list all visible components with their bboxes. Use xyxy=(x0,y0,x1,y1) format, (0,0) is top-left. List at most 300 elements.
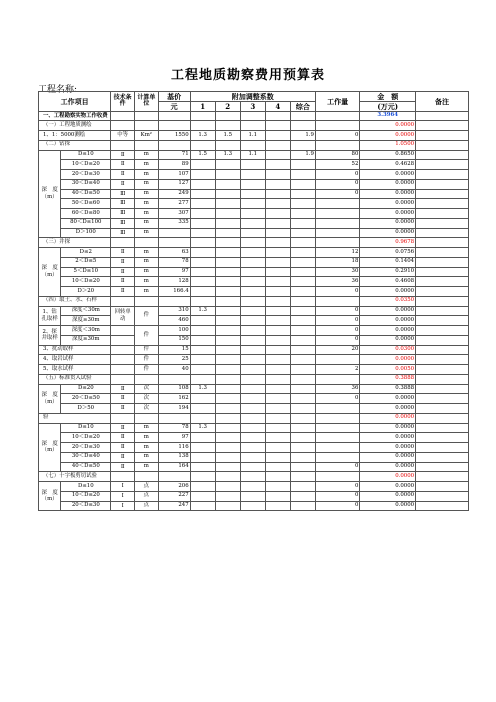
header-amount: 金 额 xyxy=(360,92,416,102)
row-item: 4、取岩试样 xyxy=(39,355,111,365)
header-workload: 工作量 xyxy=(315,92,360,112)
row-coef-3 xyxy=(240,111,265,121)
row-base-price: 128 xyxy=(158,277,190,287)
row-base-price: 25 xyxy=(158,355,190,365)
row-unit: m xyxy=(135,179,159,189)
row-tech xyxy=(111,111,135,121)
row-coef-2 xyxy=(215,365,240,375)
row-unit: m xyxy=(135,277,159,287)
row-subitem: D≤10 xyxy=(61,423,111,433)
row-coef-4 xyxy=(265,335,290,345)
row-coef-total xyxy=(290,111,315,121)
row-coef-1 xyxy=(190,404,215,414)
row-subitem: 10＜D≤20 xyxy=(61,277,111,287)
row-coef-total xyxy=(290,443,315,453)
row-coef-1 xyxy=(190,345,215,355)
row-remark xyxy=(416,287,469,297)
row-subitem: 30＜D≤40 xyxy=(61,452,111,462)
row-coef-4 xyxy=(265,306,290,316)
row-coef-total xyxy=(290,277,315,287)
row-coef-2 xyxy=(215,423,240,433)
row-coef-total xyxy=(290,374,315,384)
row-tech: 中等 xyxy=(111,131,135,141)
row-base-price: 206 xyxy=(158,482,190,492)
row-coef-4 xyxy=(265,433,290,443)
row-coef-3 xyxy=(240,433,265,443)
row-unit: m xyxy=(135,228,159,238)
row-unit: m xyxy=(135,452,159,462)
row-subitem: 40＜D≤50 xyxy=(61,189,111,199)
row-workload: 0 xyxy=(315,179,360,189)
row-amount: 0.4608 xyxy=(360,277,416,287)
row-remark xyxy=(416,218,469,228)
row-coef-2 xyxy=(215,267,240,277)
row-coef-3 xyxy=(240,209,265,219)
row-coef-4 xyxy=(265,316,290,326)
row-coef-1 xyxy=(190,218,215,228)
row-workload: 0 xyxy=(315,491,360,501)
row-coef-4 xyxy=(265,121,290,131)
row-coef-2 xyxy=(215,384,240,394)
row-coef-4 xyxy=(265,287,290,297)
row-item: （二）钻探 xyxy=(39,140,111,150)
row-coef-3 xyxy=(240,374,265,384)
table-row xyxy=(39,433,469,443)
row-base-price: 78 xyxy=(158,257,190,267)
row-coef-4 xyxy=(265,111,290,121)
row-coef-4 xyxy=(265,140,290,150)
row-amount: 0.0000 xyxy=(360,491,416,501)
row-coef-1 xyxy=(190,501,215,511)
row-remark xyxy=(416,413,469,423)
row-coef-total xyxy=(290,140,315,150)
row-coef-1 xyxy=(190,209,215,219)
row-coef-2 xyxy=(215,179,240,189)
row-coef-3 xyxy=(240,257,265,267)
table-row xyxy=(39,335,469,345)
row-base-price: 107 xyxy=(158,170,190,180)
row-coef-3 xyxy=(240,404,265,414)
row-coef-1 xyxy=(190,238,215,248)
row-coef-total xyxy=(290,326,315,336)
row-amount: 0.0000 xyxy=(360,482,416,492)
header-remark: 备注 xyxy=(416,92,469,112)
row-unit: 次 xyxy=(135,394,159,404)
row-base-price xyxy=(158,228,190,238)
table-row xyxy=(39,413,469,423)
row-coef-total xyxy=(290,179,315,189)
table-row xyxy=(39,491,469,501)
header-coef-3: 3 xyxy=(240,101,265,111)
row-workload: 12 xyxy=(315,248,360,258)
row-coef-1: 1.3 xyxy=(190,423,215,433)
row-coef-4 xyxy=(265,199,290,209)
row-amount: 0.0000 xyxy=(360,413,416,423)
row-unit: 件 xyxy=(135,355,159,365)
row-base-price: 97 xyxy=(158,267,190,277)
table-row xyxy=(39,287,469,297)
row-coef-4 xyxy=(265,452,290,462)
header-amount-unit: (万元) xyxy=(360,101,416,111)
row-remark xyxy=(416,452,469,462)
row-base-price: 71 xyxy=(158,150,190,160)
table-row xyxy=(39,209,469,219)
row-workload xyxy=(315,296,360,306)
row-unit: m xyxy=(135,257,159,267)
header-unit: 计算单位 xyxy=(135,92,159,112)
row-tech: Ⅲ xyxy=(111,189,135,199)
row-coef-3 xyxy=(240,267,265,277)
row-coef-total xyxy=(290,199,315,209)
table-row xyxy=(39,189,469,199)
row-coef-1 xyxy=(190,189,215,199)
row-coef-3 xyxy=(240,121,265,131)
row-tech xyxy=(111,355,135,365)
row-base-price: 166.4 xyxy=(158,287,190,297)
row-tech: Ⅱ xyxy=(111,277,135,287)
row-amount: 0.0000 xyxy=(360,306,416,316)
row-coef-3 xyxy=(240,189,265,199)
table-row xyxy=(39,306,469,316)
row-base-price: 78 xyxy=(158,423,190,433)
row-workload: 18 xyxy=(315,257,360,267)
row-workload: 52 xyxy=(315,160,360,170)
row-unit xyxy=(135,121,159,131)
row-amount: 0.0000 xyxy=(360,443,416,453)
table-row xyxy=(39,316,469,326)
row-base-price: 15 xyxy=(158,345,190,355)
row-amount: 0.0000 xyxy=(360,501,416,511)
row-remark xyxy=(416,179,469,189)
row-coef-1 xyxy=(190,140,215,150)
row-coef-total xyxy=(290,413,315,423)
row-remark xyxy=(416,228,469,238)
row-coef-total xyxy=(290,365,315,375)
row-coef-1 xyxy=(190,199,215,209)
row-coef-total xyxy=(290,218,315,228)
table-row xyxy=(39,443,469,453)
row-coef-4 xyxy=(265,326,290,336)
row-subitem: 10＜D≤20 xyxy=(61,160,111,170)
row-amount: 0.0000 xyxy=(360,170,416,180)
row-coef-3 xyxy=(240,238,265,248)
row-remark xyxy=(416,404,469,414)
row-base-price: 97 xyxy=(158,433,190,443)
row-coef-total: 1.9 xyxy=(290,150,315,160)
row-coef-total xyxy=(290,296,315,306)
row-amount: 0.8650 xyxy=(360,150,416,160)
header-coef-total: 综合 xyxy=(290,101,315,111)
row-unit: m xyxy=(135,462,159,472)
row-remark xyxy=(416,374,469,384)
row-unit: Km² xyxy=(135,131,159,141)
row-tech xyxy=(111,335,135,345)
row-amount: 0.3888 xyxy=(360,384,416,394)
row-tech: Ⅰ xyxy=(111,501,135,511)
row-coef-3 xyxy=(240,228,265,238)
row-tech: Ⅱ xyxy=(111,443,135,453)
row-base-price xyxy=(158,472,190,482)
row-coef-1 xyxy=(190,267,215,277)
row-coef-3 xyxy=(240,218,265,228)
row-coef-2 xyxy=(215,170,240,180)
row-coef-2 xyxy=(215,287,240,297)
row-coef-2 xyxy=(215,345,240,355)
row-coef-1 xyxy=(190,443,215,453)
row-coef-2 xyxy=(215,394,240,404)
row-amount: 0.0300 xyxy=(360,345,416,355)
table-row xyxy=(39,355,469,365)
row-amount: 0.0000 xyxy=(360,355,416,365)
row-coef-4 xyxy=(265,345,290,355)
row-unit: m xyxy=(135,170,159,180)
row-base-price: 127 xyxy=(158,179,190,189)
row-unit: 点 xyxy=(135,491,159,501)
row-base-price: 116 xyxy=(158,443,190,453)
row-amount: 0.0350 xyxy=(360,296,416,306)
row-subitem: D＞20 xyxy=(61,287,111,297)
table-row xyxy=(39,131,469,141)
row-coef-2 xyxy=(215,482,240,492)
table-row xyxy=(39,179,469,189)
row-amount: 0.0000 xyxy=(360,423,416,433)
row-coef-4 xyxy=(265,160,290,170)
row-workload: 2 xyxy=(315,365,360,375)
row-workload: 0 xyxy=(315,462,360,472)
row-coef-1 xyxy=(190,452,215,462)
table-row xyxy=(39,345,469,355)
row-unit: 件 xyxy=(135,306,159,326)
row-base-price: 277 xyxy=(158,199,190,209)
row-amount: 0.0000 xyxy=(360,316,416,326)
row-subitem: 深度＜30m xyxy=(61,306,111,316)
row-coef-4 xyxy=(265,189,290,199)
row-coef-4 xyxy=(265,443,290,453)
table-row xyxy=(39,170,469,180)
row-item: （七）十字板剪切试验 xyxy=(39,472,111,482)
row-base-price: 164 xyxy=(158,462,190,472)
row-coef-1: 1.3 xyxy=(190,384,215,394)
row-coef-2 xyxy=(215,111,240,121)
row-base-price xyxy=(158,374,190,384)
table-row xyxy=(39,326,469,336)
row-subitem: 10＜D≤20 xyxy=(61,433,111,443)
row-coef-3 xyxy=(240,413,265,423)
row-remark xyxy=(416,267,469,277)
row-amount: 0.0000 xyxy=(360,404,416,414)
row-coef-4 xyxy=(265,218,290,228)
row-tech xyxy=(111,472,135,482)
header-coef: 附加调整系数 xyxy=(190,92,315,102)
row-item: （一）工程地质测绘 xyxy=(39,121,111,131)
row-base-price xyxy=(158,121,190,131)
table-row xyxy=(39,238,469,248)
table-row xyxy=(39,277,469,287)
row-unit: 点 xyxy=(135,482,159,492)
header-base-price: 基价 xyxy=(158,92,190,102)
row-coef-4 xyxy=(265,209,290,219)
row-coef-4 xyxy=(265,491,290,501)
header-item: 工作项目 xyxy=(39,92,111,112)
row-coef-2: 1.5 xyxy=(215,131,240,141)
row-remark xyxy=(416,111,469,121)
row-tech: Ⅱ xyxy=(111,433,135,443)
row-coef-3 xyxy=(240,501,265,511)
row-coef-1 xyxy=(190,257,215,267)
row-amount: 0.0756 xyxy=(360,248,416,258)
row-amount: 0.0000 xyxy=(360,326,416,336)
table-row xyxy=(39,482,469,492)
row-base-price: 63 xyxy=(158,248,190,258)
row-coef-2 xyxy=(215,433,240,443)
table-row xyxy=(39,384,469,394)
row-coef-4 xyxy=(265,394,290,404)
row-coef-2 xyxy=(215,374,240,384)
row-coef-4 xyxy=(265,404,290,414)
row-coef-2 xyxy=(215,248,240,258)
row-subitem: 80＜D≤100 xyxy=(61,218,111,228)
row-base-price: 460 xyxy=(158,316,190,326)
row-group: 深 度（m） xyxy=(39,384,61,413)
row-coef-3 xyxy=(240,170,265,180)
header-coef-2: 2 xyxy=(215,101,240,111)
row-remark xyxy=(416,150,469,160)
row-coef-1 xyxy=(190,491,215,501)
row-coef-4 xyxy=(265,277,290,287)
row-unit: m xyxy=(135,218,159,228)
row-unit: 件 xyxy=(135,365,159,375)
row-coef-1 xyxy=(190,365,215,375)
row-subitem: 深度≥30m xyxy=(61,316,111,326)
row-coef-2 xyxy=(215,257,240,267)
row-coef-1 xyxy=(190,111,215,121)
row-remark xyxy=(416,443,469,453)
row-coef-4 xyxy=(265,355,290,365)
row-coef-total xyxy=(290,394,315,404)
row-remark xyxy=(416,394,469,404)
row-coef-3 xyxy=(240,482,265,492)
row-remark xyxy=(416,189,469,199)
row-base-price xyxy=(158,111,190,121)
row-coef-4 xyxy=(265,501,290,511)
row-coef-3 xyxy=(240,199,265,209)
row-base-price xyxy=(158,413,190,423)
row-amount: 0.0000 xyxy=(360,462,416,472)
row-amount: 0.0000 xyxy=(360,218,416,228)
row-coef-total xyxy=(290,345,315,355)
row-subitem: 2＜D≤5 xyxy=(61,257,111,267)
table-row xyxy=(39,248,469,258)
row-coef-3 xyxy=(240,306,265,316)
row-remark xyxy=(416,131,469,141)
row-coef-4 xyxy=(265,170,290,180)
row-coef-3 xyxy=(240,491,265,501)
row-amount: 0.0000 xyxy=(360,394,416,404)
row-workload: 0 xyxy=(315,335,360,345)
row-subitem: 20＜D≤30 xyxy=(61,170,111,180)
row-tech xyxy=(111,140,135,150)
row-amount: 1.0500 xyxy=(360,140,416,150)
row-amount: 0.1404 xyxy=(360,257,416,267)
row-coef-3 xyxy=(240,462,265,472)
row-item: 3、扰动取样 xyxy=(39,345,111,355)
row-remark xyxy=(416,501,469,511)
row-coef-2 xyxy=(215,199,240,209)
row-coef-total xyxy=(290,423,315,433)
row-tech: Ⅱ xyxy=(111,462,135,472)
table-row xyxy=(39,452,469,462)
row-amount: 0.2910 xyxy=(360,267,416,277)
table-row xyxy=(39,140,469,150)
row-item: （五）标准贯入试验 xyxy=(39,374,111,384)
row-tech: Ⅱ xyxy=(111,150,135,160)
row-base-price: 227 xyxy=(158,491,190,501)
row-unit: m xyxy=(135,443,159,453)
row-coef-2 xyxy=(215,140,240,150)
row-base-price: 247 xyxy=(158,501,190,511)
row-amount: 0.0000 xyxy=(360,452,416,462)
row-remark xyxy=(416,170,469,180)
row-base-price: 89 xyxy=(158,160,190,170)
row-coef-total xyxy=(290,248,315,258)
row-tech xyxy=(111,296,135,306)
row-unit xyxy=(135,140,159,150)
row-coef-4 xyxy=(265,374,290,384)
row-workload xyxy=(315,218,360,228)
row-amount: 0.0000 xyxy=(360,121,416,131)
table-row xyxy=(39,374,469,384)
budget-table xyxy=(38,91,469,511)
row-coef-2 xyxy=(215,462,240,472)
row-base-price: 40 xyxy=(158,365,190,375)
row-remark xyxy=(416,433,469,443)
row-tech xyxy=(111,413,135,423)
row-remark xyxy=(416,306,469,316)
row-remark xyxy=(416,335,469,345)
row-coef-total xyxy=(290,501,315,511)
row-unit: m xyxy=(135,267,159,277)
row-unit xyxy=(135,296,159,306)
row-workload xyxy=(315,199,360,209)
row-coef-2 xyxy=(215,121,240,131)
row-tech xyxy=(111,238,135,248)
row-workload xyxy=(315,413,360,423)
row-coef-2 xyxy=(215,189,240,199)
row-tech xyxy=(111,365,135,375)
row-item: 一、工程勘察实物工作收费 xyxy=(39,111,111,121)
row-coef-3 xyxy=(240,423,265,433)
row-coef-2 xyxy=(215,355,240,365)
row-tech: Ⅱ xyxy=(111,384,135,394)
row-coef-1: 1.3 xyxy=(190,306,215,316)
row-tech xyxy=(111,345,135,355)
row-remark xyxy=(416,462,469,472)
row-unit: m xyxy=(135,248,159,258)
row-coef-1 xyxy=(190,296,215,306)
row-coef-total xyxy=(290,433,315,443)
table-row xyxy=(39,267,469,277)
row-tech: Ⅲ xyxy=(111,199,135,209)
row-coef-4 xyxy=(265,423,290,433)
row-coef-4 xyxy=(265,482,290,492)
row-unit xyxy=(135,472,159,482)
row-remark xyxy=(416,140,469,150)
row-workload xyxy=(315,209,360,219)
row-coef-1 xyxy=(190,160,215,170)
row-coef-1 xyxy=(190,326,215,336)
row-tech: Ⅱ xyxy=(111,248,135,258)
row-item: 1、1：5000测绘 xyxy=(39,131,111,141)
